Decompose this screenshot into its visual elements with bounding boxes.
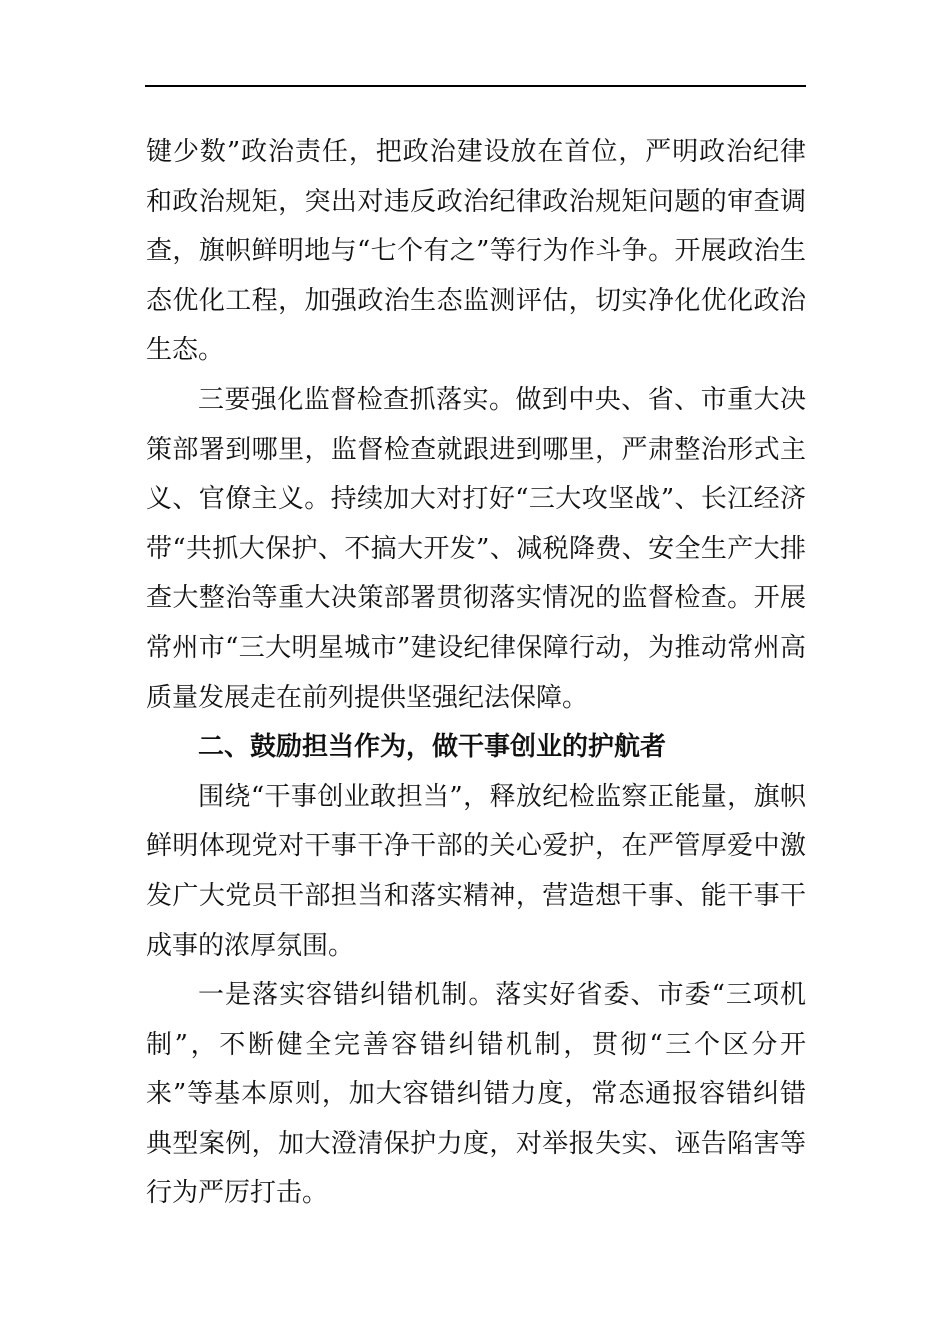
document-body — [146, 128, 806, 1219]
paragraph-continuation: 键少数”政治责任，把政治建设放在首位，严明政治纪律和政治规矩，突出对违反政治纪律政治规矩问题的审查调查，旗帜鲜明地与“七个有之”等行为作斗争。开展政治生态优化工程，加强政治生态监测评估，切实净化优化政治生态。 — [146, 137, 806, 366]
section-heading-two: 二、鼓励担当作为，做干事创业的护航者 — [198, 732, 667, 763]
paragraph-strengthen-supervision: 三要强化监督检查抓落实。做到中央、省、市重大决策部署到哪里，监督检查就跟进到哪里，严肃整治形式主义、官僚主义。持续加大对打好“三大攻坚战”、长江经济带“共抓大保护、不搞大开发”、减税降费、安全生产大排查大整治等重大决策部署贯彻落实情况的监督检查。开展常州市“三大明星城市”建设纪律保障行动，为推动常州高质量发展走在前列提供坚强纪法保障。 — [146, 384, 806, 713]
paragraph-section-intro: 围绕“干事创业敢担当”，释放纪检监察正能量，旗帜鲜明体现党对干事干净干部的关心爱护，在严管厚爱中激发广大党员干部担当和落实精神，营造想干事、能干事干成事的浓厚氛围。 — [146, 781, 806, 961]
paragraph-fault-tolerance: 一是落实容错纠错机制。落实好省委、市委“三项机制”，不断健全完善容错纠错机制，贯彻“三个区分开来”等基本原则，加大容错纠错力度，常态通报容错纠错典型案例，加大澄清保护力度，对举报失实、诬告陷害等行为严厉打击。 — [146, 980, 806, 1209]
header-rule — [145, 85, 806, 87]
